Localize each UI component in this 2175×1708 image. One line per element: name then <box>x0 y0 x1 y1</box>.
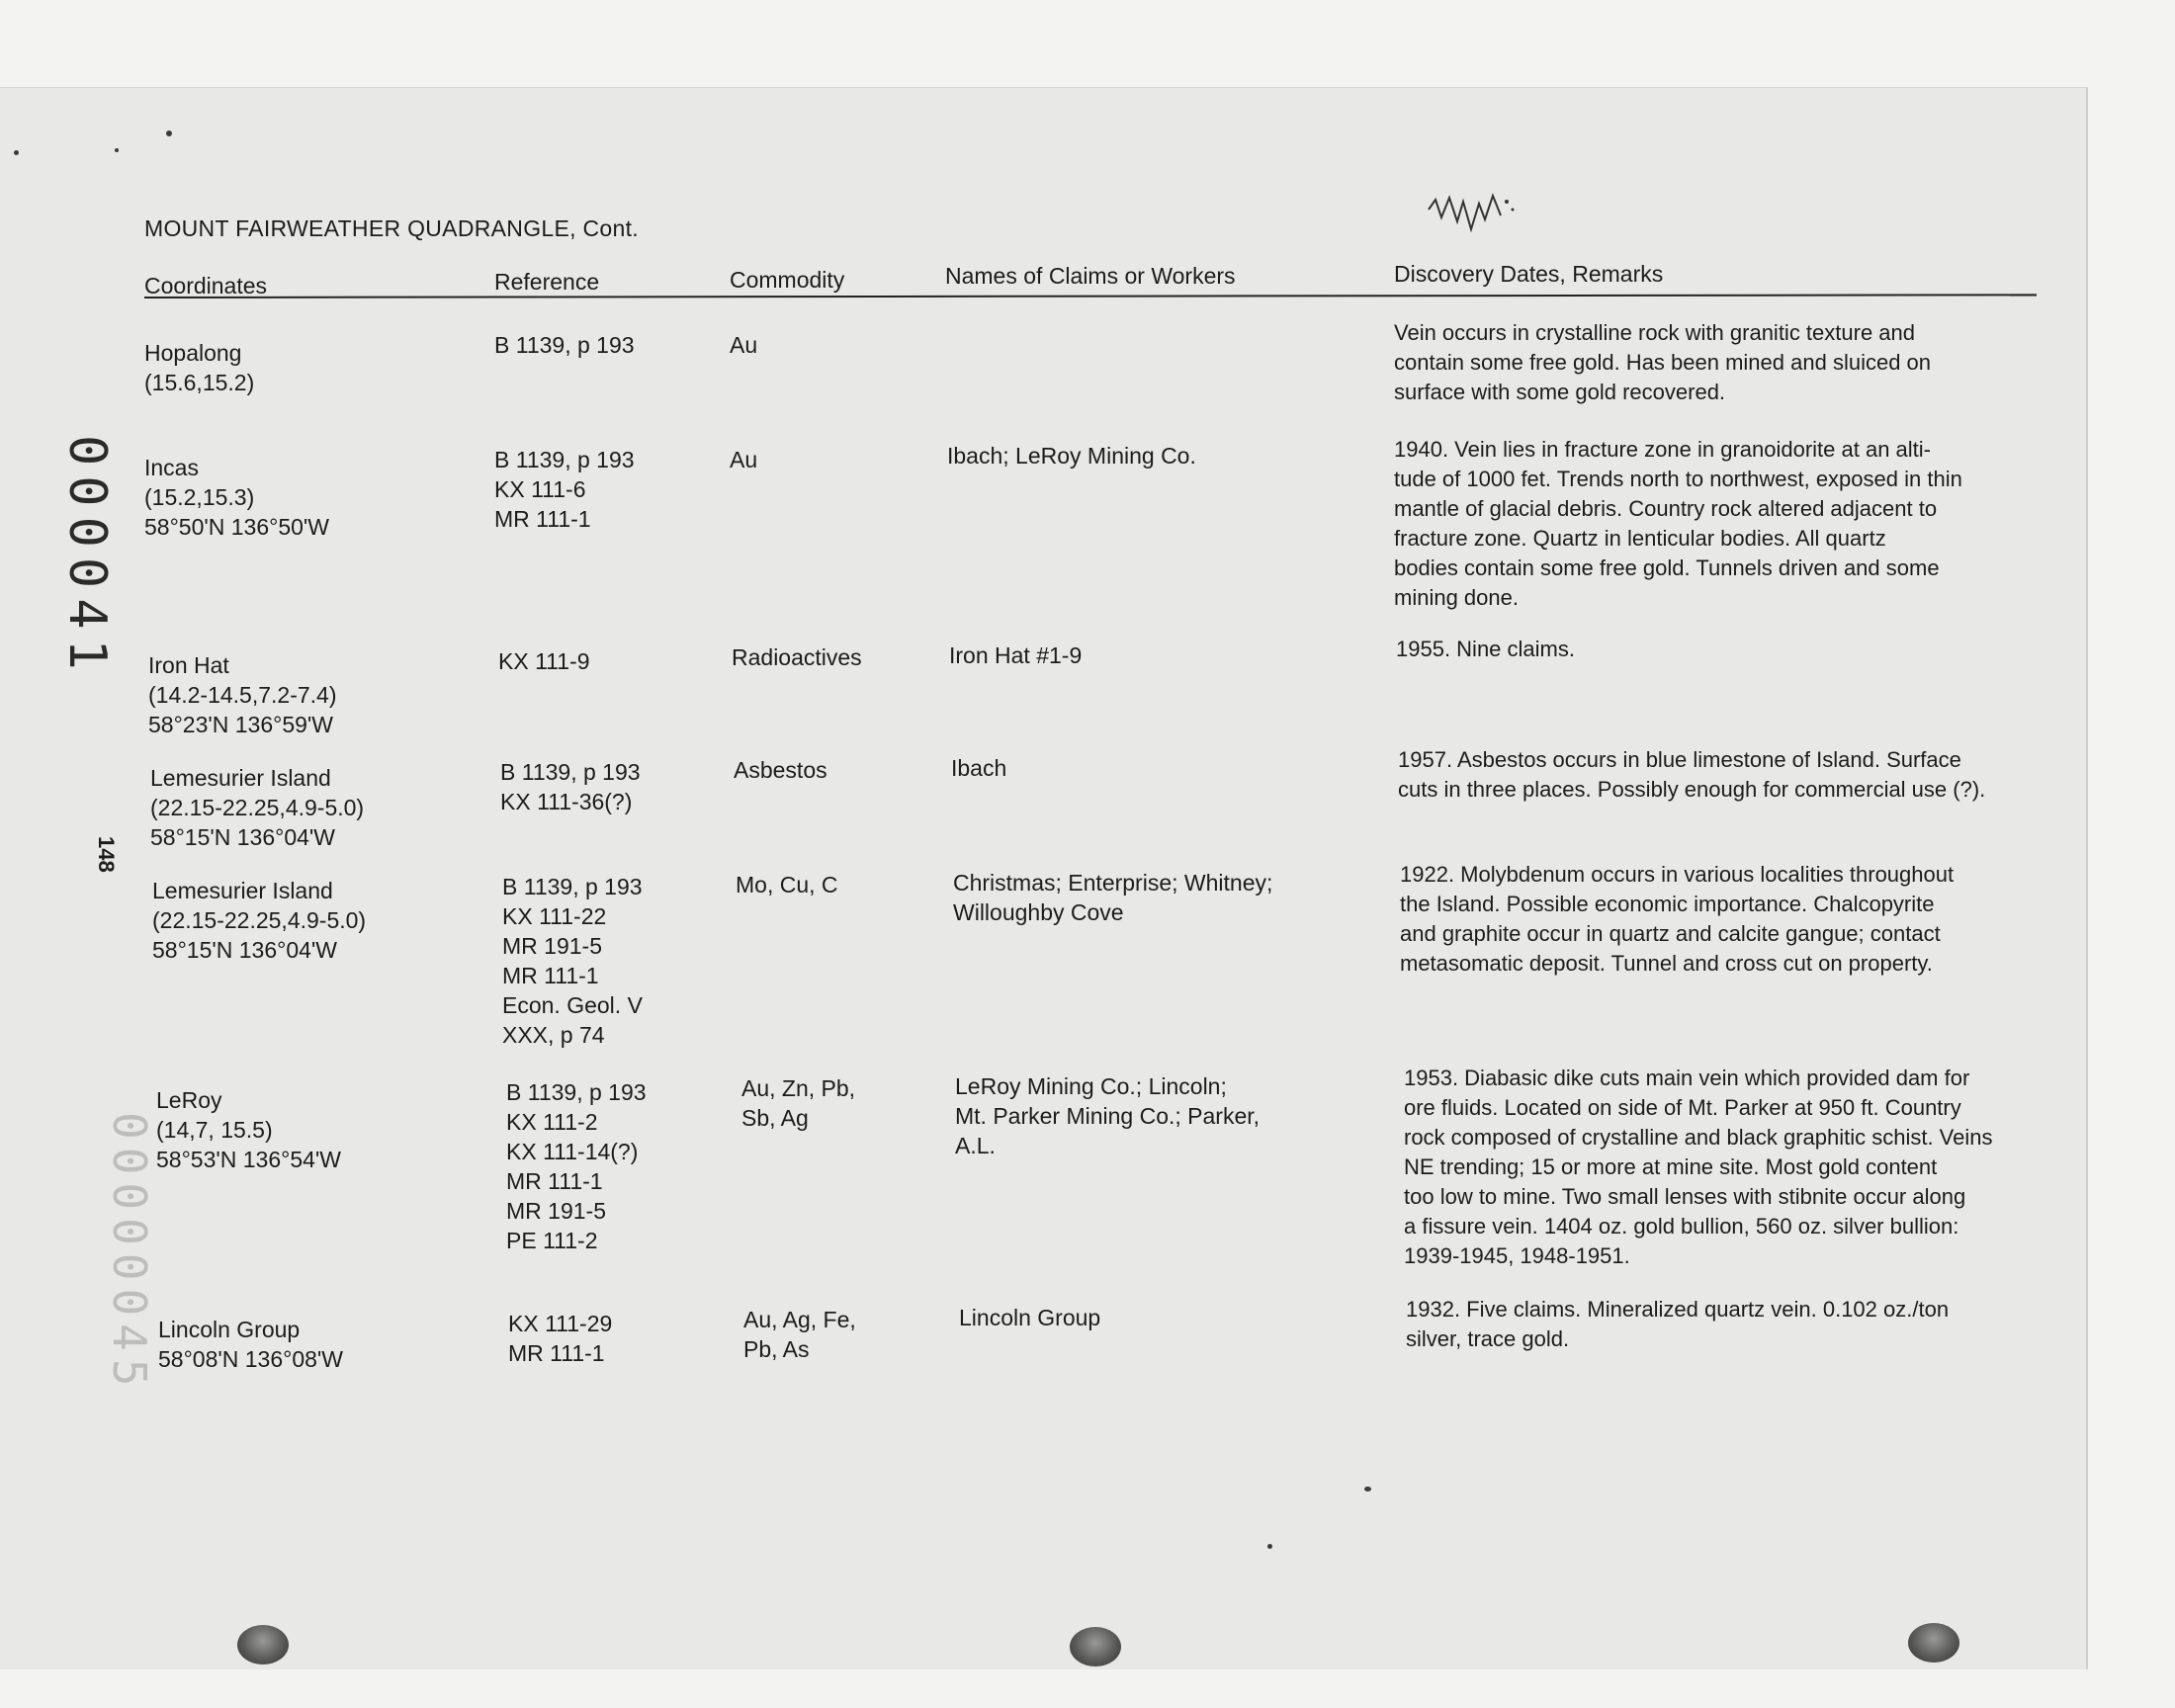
row-7-coordinates: Lincoln Group 58°08'N 136°08'W <box>158 1317 344 1372</box>
page-number: 148 <box>94 836 119 873</box>
row-3-names: Iron Hat #1-9 <box>949 642 1083 668</box>
page-side-stamp: 000041 <box>57 435 117 680</box>
binder-hole-left <box>237 1625 289 1665</box>
scan-speck <box>166 130 172 136</box>
row-7-reference: KX 111-29 MR 111-1 <box>508 1311 613 1366</box>
page-title: MOUNT FAIRWEATHER QUADRANGLE, Cont. <box>144 215 639 241</box>
row-4-remarks: 1957. Asbestos occurs in blue limestone of Island. Surface cuts in three places. Possibly enough for commercial use (?). <box>1398 747 1986 802</box>
row-3-reference: KX 111-9 <box>498 648 590 674</box>
row-4-names: Ibach <box>951 755 1007 781</box>
row-3-commodity: Radioactives <box>732 644 862 670</box>
scan-speck <box>14 150 19 155</box>
col-head-reference: Reference <box>494 269 600 295</box>
row-6-commodity: Au, Zn, Pb, Sb, Ag <box>741 1075 856 1131</box>
row-5-reference: B 1139, p 193 KX 111-22 MR 191-5 MR 111-1 Econ. Geol. V XXX, p 74 <box>502 874 643 1048</box>
scan-speck <box>1364 1487 1371 1492</box>
row-5-commodity: Mo, Cu, C <box>736 872 838 897</box>
col-head-remarks: Discovery Dates, Remarks <box>1394 261 1664 287</box>
row-6-names: LeRoy Mining Co.; Lincoln; Mt. Parker Mining Co.; Parker, A.L. <box>955 1073 1261 1158</box>
col-head-coordinates: Coordinates <box>144 273 268 299</box>
row-4-coordinates: Lemesurier Island (22.15-22.25,4.9-5.0) 58°15'N 136°04'W <box>150 765 365 850</box>
row-2-coordinates: Incas (15.2,15.3) 58°50'N 136°50'W <box>144 455 330 540</box>
row-5-remarks: 1922. Molybdenum occurs in various localities throughout the Island. Possible economic importance. Chalcopyrite and graphite occur in quartz and calcite gangue; contact metasomatic deposit. Tunnel and cross cut on property. <box>1400 862 1955 976</box>
row-7-commodity: Au, Ag, Fe, Pb, As <box>743 1307 856 1362</box>
row-6-coordinates: LeRoy (14,7, 15.5) 58°53'N 136°54'W <box>156 1087 342 1172</box>
row-7-remarks: 1932. Five claims. Mineralized quartz vein. 0.102 oz./ton silver, trace gold. <box>1406 1297 1950 1351</box>
row-7-names: Lincoln Group <box>959 1305 1101 1330</box>
row-5-coordinates: Lemesurier Island (22.15-22.25,4.9-5.0) 58°15'N 136°04'W <box>152 878 367 963</box>
scan-speck <box>1267 1544 1272 1549</box>
row-6-reference: B 1139, p 193 KX 111-2 KX 111-14(?) MR 111-1 MR 191-5 PE 111-2 <box>506 1079 647 1253</box>
binder-hole-center <box>1070 1627 1121 1666</box>
faded-side-stamp: 00000045 <box>103 1112 156 1395</box>
row-1-commodity: Au <box>730 332 758 358</box>
row-1-coordinates: Hopalong (15.6,15.2) <box>144 340 255 395</box>
col-head-commodity: Commodity <box>730 267 845 293</box>
row-1-reference: B 1139, p 193 <box>494 332 635 358</box>
row-3-remarks: 1955. Nine claims. <box>1396 637 1575 661</box>
row-5-names: Christmas; Enterprise; Whitney; Willoughby Cove <box>953 870 1273 925</box>
row-3-coordinates: Iron Hat (14.2-14.5,7.2-7.4) 58°23'N 136°59'W <box>148 652 337 737</box>
row-2-reference: B 1139, p 193 KX 111-6 MR 111-1 <box>494 447 635 532</box>
row-2-names: Ibach; LeRoy Mining Co. <box>947 443 1196 469</box>
row-2-commodity: Au <box>730 447 758 472</box>
binder-hole-right <box>1908 1623 1959 1663</box>
col-head-names: Names of Claims or Workers <box>945 263 1236 289</box>
row-4-commodity: Asbestos <box>734 757 827 783</box>
row-4-reference: B 1139, p 193 KX 111-36(?) <box>500 759 641 814</box>
row-6-remarks: 1953. Diabasic dike cuts main vein which provided dam for ore fluids. Located on side of Mt. Parker at 950 ft. Country rock composed of crystalline and black graphitic schist. Veins NE trending; 15 or more at mine site. Most gold content too low to mine. Two small lenses with stibnite occur along a fissure vein. 1404 oz. gold bullion, 560 oz. silver bullion: 1939-1945, 1948-1951. <box>1404 1066 1993 1268</box>
scan-speck <box>115 148 119 152</box>
row-1-remarks: Vein occurs in crystalline rock with granitic texture and contain some free gold. Has been mined and sluiced on surface with some gold recovered. <box>1394 320 1932 404</box>
ink-scribble-mark <box>1424 190 1532 239</box>
row-2-remarks: 1940. Vein lies in fracture zone in granoidorite at an alti- tude of 1000 fet. Trends north to northwest, exposed in thin mantle of glacial debris. Country rock altered adjacent to fracture zone. Quartz in lenticular bodies. All quartz bodies contain some free gold. Tunnels driven and some mining done. <box>1394 437 1962 610</box>
